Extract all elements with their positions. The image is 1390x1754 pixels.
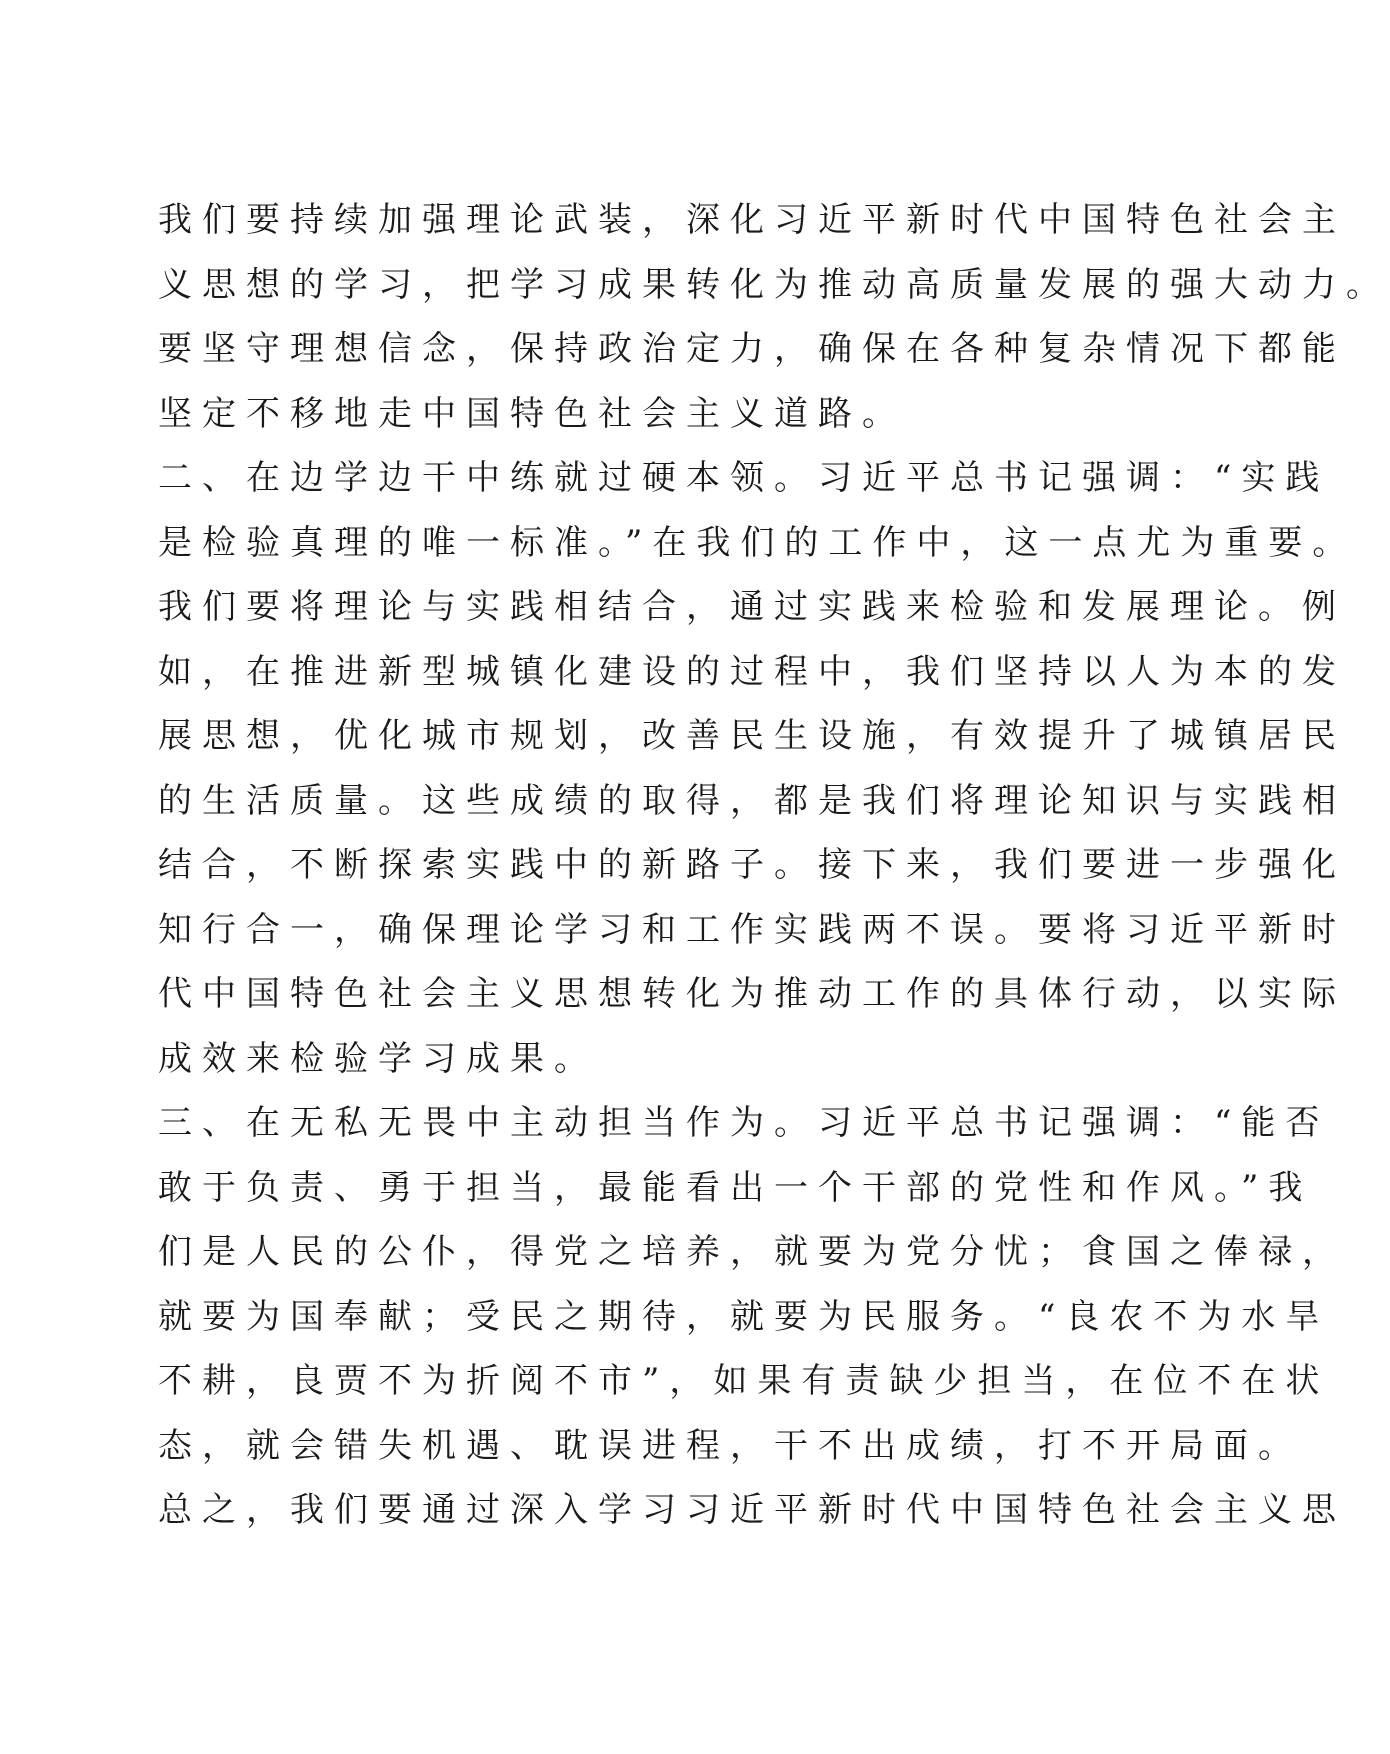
text-line: 展思想，优化城市规划，改善民生设施，有效提升了城镇居民 [158,716,1346,756]
document-body [158,188,1390,1543]
text-line: 坚定不移地走中国特色社会主义道路。 [158,393,906,434]
text-line: 们是人民的公仆，得党之培养，就要为党分忧；食国之俸禄， [158,1232,1346,1272]
text-line: 义思想的学习，把学习成果转化为推动高质量发展的强大动力。 [158,264,1390,305]
conclusion-line: 总之，我们要通过深入学习习近平新时代中国特色社会主义思 [158,1490,1346,1530]
text-line: 代中国特色社会主义思想转化为推动工作的具体行动，以实际 [158,974,1346,1014]
section-three-heading-line: 三、在无私无畏中主动担当作为。习近平总书记强调：“能否 [158,1103,1330,1143]
text-line: 就要为国奉献；受民之期待，就要为民服务。“良农不为水旱 [158,1296,1330,1337]
text-line: 态，就会错失机遇、耽误进程，干不出成绩，打不开局面。 [158,1425,1302,1466]
section-two-heading-line: 二、在边学边干中练就过硬本领。习近平总书记强调：“实践 [158,458,1330,498]
text-line: 要坚守理想信念，保持政治定力，确保在各种复杂情况下都能 [158,329,1346,369]
text-line: 知行合一，确保理论学习和工作实践两不误。要将习近平新时 [158,909,1346,950]
text-line: 我们要持续加强理论武装，深化习近平新时代中国特色社会主 [158,200,1346,240]
text-line: 是检验真理的唯一标准。”在我们的工作中，这一点尤为重要。 [158,522,1357,563]
text-line: 我们要将理论与实践相结合，通过实践来检验和发展理论。例 [158,587,1346,627]
text-line: 的生活质量。这些成绩的取得，都是我们将理论知识与实践相 [158,780,1346,821]
text-line: 成效来检验学习成果。 [158,1038,598,1079]
text-line: 敢于负责、勇于担当，最能看出一个干部的党性和作风。”我 [158,1167,1313,1208]
text-line: 结合，不断探索实践中的新路子。接下来，我们要进一步强化 [158,845,1346,885]
text-line: 如，在推进新型城镇化建设的过程中，我们坚持以人为本的发 [158,651,1346,692]
text-line: 不耕，良贾不为折阅不市”，如果有责缺少担当，在位不在状 [158,1361,1330,1401]
